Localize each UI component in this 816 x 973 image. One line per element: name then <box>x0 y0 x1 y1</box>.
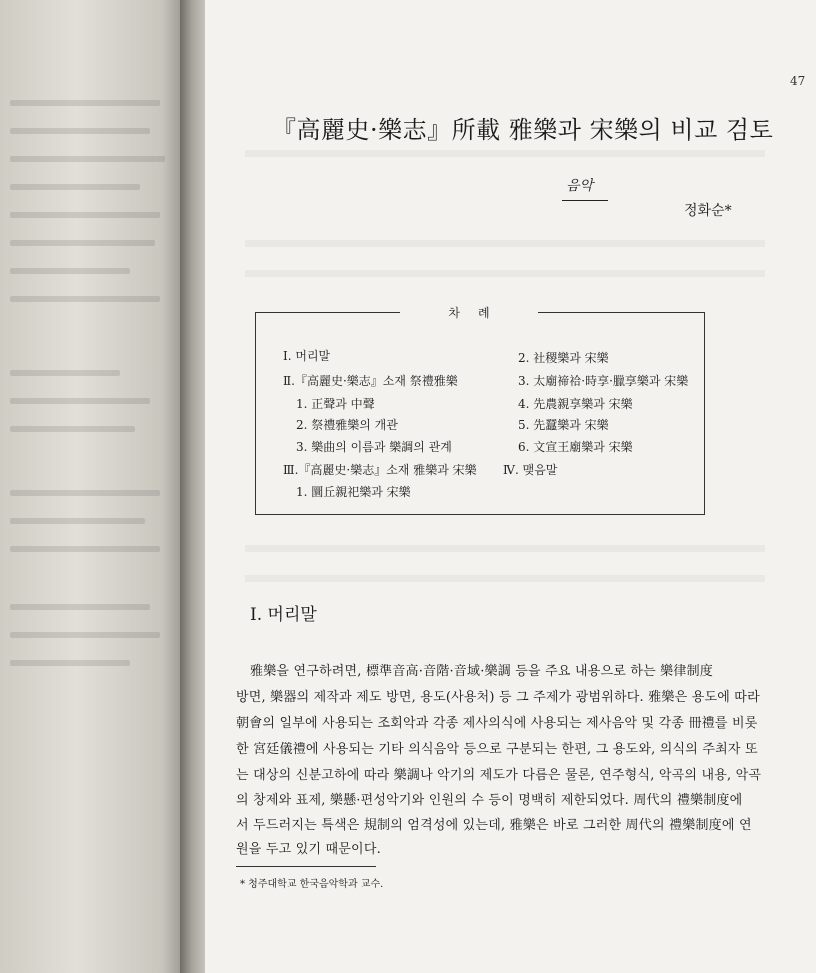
bleed-through-line <box>10 632 160 638</box>
bleed-through-line <box>10 268 130 274</box>
toc-item: 5. 先蠶樂과 宋樂 <box>518 418 609 432</box>
body-text-line: 의 창제와 표제, 樂懸·편성악기와 인원의 수 등이 명백히 제한되었다. 周代의 禮樂制度에 <box>236 793 743 808</box>
toc-item: 4. 先農親享樂과 宋樂 <box>518 397 633 411</box>
bleed-through-line <box>10 426 135 432</box>
show-through-text <box>245 575 765 582</box>
body-text-line: 방면, 樂器의 제작과 제도 방면, 용도(사용처) 등 그 주제가 광범위하다. 雅樂은 용도에 따라 <box>236 690 760 705</box>
bleed-through-line <box>10 100 160 106</box>
article-title: 『高麗史·樂志』所載 雅樂과 宋樂의 비교 검토 <box>272 116 774 144</box>
bleed-through-line <box>10 296 160 302</box>
footnote: * 청주대학교 한국음악학과 교수. <box>240 879 384 890</box>
body-text-line: 雅樂을 연구하려면, 標準音高·音階·音域·樂調 등을 주요 내용으로 하는 樂律制度 <box>250 664 713 679</box>
bleed-through-line <box>10 184 140 190</box>
toc-item: Ⅱ.『高麗史·樂志』소재 祭禮雅樂 <box>283 374 458 388</box>
facing-page <box>0 0 190 973</box>
toc-item: 2. 社稷樂과 宋樂 <box>518 351 609 365</box>
show-through-text <box>245 545 765 552</box>
body-text-line: 한 宮廷儀禮에 사용되는 기타 의식음악 등으로 구분되는 한편, 그 용도와, 의식의 주최자 또 <box>236 742 758 757</box>
bleed-through-line <box>10 518 145 524</box>
bleed-through-line <box>10 240 155 246</box>
body-text-line: 서 두드러지는 특색은 規制의 엄격성에 있는데, 雅樂은 바로 그러한 周代의 禮樂制度에 연 <box>236 818 752 833</box>
toc-item: 6. 文宣王廟樂과 宋樂 <box>518 440 633 454</box>
page-number: 47 <box>790 74 806 88</box>
bleed-through-line <box>10 128 150 134</box>
bleed-through-line <box>10 398 150 404</box>
show-through-text <box>245 240 765 247</box>
section-heading: Ⅰ. 머리말 <box>250 605 317 625</box>
body-text-line: 는 대상의 신분고하에 따라 樂調나 악기의 제도가 다름은 물론, 연주형식, 악곡의 내용, 악곡 <box>236 768 762 783</box>
show-through-text <box>245 150 765 157</box>
body-text-line: 원을 두고 있기 때문이다. <box>236 842 381 857</box>
author-name: 정화순* <box>684 203 732 219</box>
toc-item: 1. 正聲과 中聲 <box>296 397 375 411</box>
toc-item: 3. 太廟禘祫·時享·臘享樂과 宋樂 <box>518 374 689 388</box>
bleed-through-line <box>10 546 160 552</box>
toc-label: 차례 <box>400 304 538 321</box>
toc-item: Ⅲ.『高麗史·樂志』소재 雅樂과 宋樂 <box>283 463 477 477</box>
bleed-through-line <box>10 156 165 162</box>
show-through-text <box>245 270 765 277</box>
toc-item: 1. 圜丘親祀樂과 宋樂 <box>296 485 411 499</box>
bleed-through-line <box>10 370 120 376</box>
body-text-line: 朝會의 일부에 사용되는 조회악과 각종 제사의식에 사용되는 제사음악 및 각종 冊禮를 비롯 <box>236 716 758 731</box>
bleed-through-line <box>10 490 160 496</box>
toc-item: 2. 祭禮雅樂의 개관 <box>296 418 398 432</box>
bleed-through-line <box>10 604 150 610</box>
footnote-divider <box>236 866 376 867</box>
bleed-through-line <box>10 660 130 666</box>
handwritten-underline <box>562 200 608 201</box>
bleed-through-line <box>10 212 160 218</box>
toc-item: Ⅰ. 머리말 <box>283 349 331 363</box>
toc-item: 3. 樂曲의 이름과 樂調의 관계 <box>296 440 452 454</box>
handwritten-annotation: 음악 <box>566 178 594 194</box>
toc-item: Ⅳ. 맺음말 <box>503 463 558 477</box>
